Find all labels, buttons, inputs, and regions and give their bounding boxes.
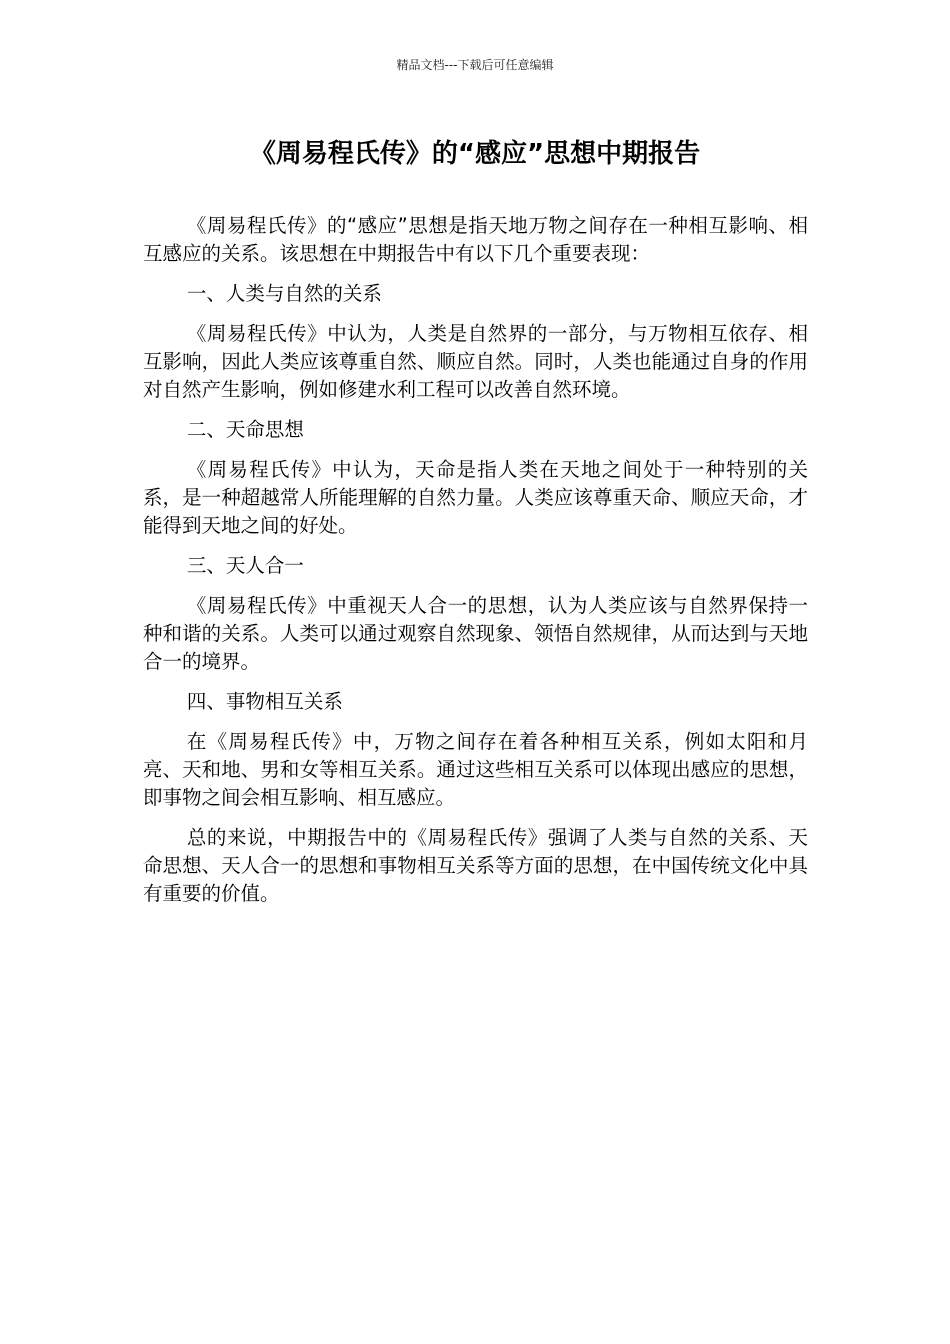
document-title: 《周易程氏传》的“感应”思想中期报告 xyxy=(249,139,701,169)
section-paragraph-1: 《周易程氏传》中认为，人类是自然界的一部分，与万物相互依存、相互影响，因此人类应该尊重自然、顺应自然。同时，人类也能通过自身的作用对自然产生影响，例如修建水利工程可以改善自然环境。 xyxy=(143,322,808,401)
section-heading-3: 三、天人合一 xyxy=(186,554,304,577)
section-paragraph-3: 《周易程氏传》中重视天人合一的思想，认为人类应该与自然界保持一种和谐的关系。人类可以通过观察自然现象、领悟自然规律，从而达到与天地合一的境界。 xyxy=(143,594,808,673)
section-paragraph-2: 《周易程氏传》中认为，天命是指人类在天地之间处于一种特别的关系，是一种超越常人所能理解的自然力量。人类应该尊重天命、顺应天命，才能得到天地之间的好处。 xyxy=(143,458,808,537)
section-heading-1: 一、人类与自然的关系 xyxy=(186,282,382,305)
section-paragraph-4: 在《周易程氏传》中，万物之间存在着各种相互关系，例如太阳和月亮、天和地、男和女等相互关系。通过这些相互关系可以体现出感应的思想，即事物之间会相互影响、相互感应。 xyxy=(143,730,808,809)
page-header: 精品文档---下载后可任意编辑 xyxy=(396,58,554,72)
section-heading-4: 四、事物相互关系 xyxy=(186,690,343,713)
conclusion-paragraph: 总的来说，中期报告中的《周易程氏传》强调了人类与自然的关系、天命思想、天人合一的思想和事物相互关系等方面的思想，在中国传统文化中具有重要的价值。 xyxy=(143,826,808,905)
document-body xyxy=(143,212,808,920)
section-heading-2: 二、天命思想 xyxy=(186,418,304,441)
intro-paragraph: 《周易程氏传》的“感应”思想是指天地万物之间存在一种相互影响、相互感应的关系。该思想在中期报告中有以下几个重要表现： xyxy=(143,214,808,265)
